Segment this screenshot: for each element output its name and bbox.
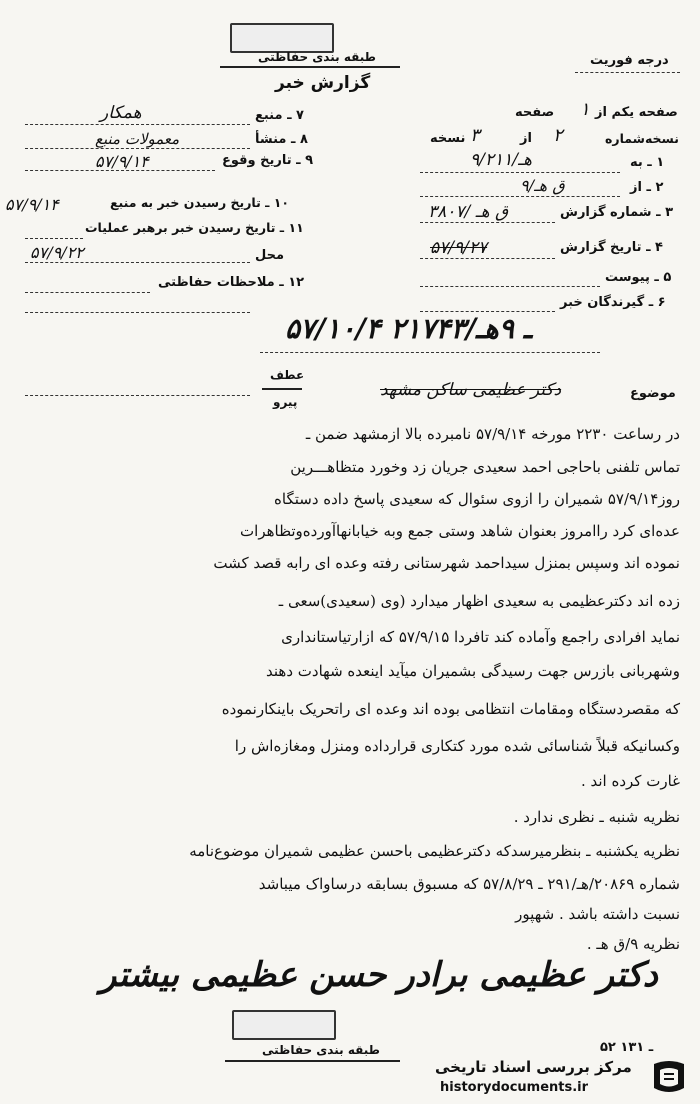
field-7-value: همکار [100, 103, 142, 123]
body-line: نموده اند وسپس بمنزل سیداحمد شهرستانی رفته وعده ای رابه قصد کشت [213, 554, 680, 572]
body-line: عده‌ای کرد راامروز بعنوان شاهد وستی جمع وبه خیابانهاآورده‌وتظاهرات [240, 522, 680, 540]
body-line: که مقصردستگاه ومقامات انتظامی بوده اند وعده ای راتحریک باینکارنموده [221, 700, 680, 718]
body-line: تماس تلفنی باحاجی احمد سعیدی جریان زد وخورد متظاهـــرین [290, 458, 680, 476]
field-10-value: ۵۷/۹/۱۴ [5, 195, 59, 214]
field-r3-label: ۳ ـ شماره گزارش [560, 205, 674, 220]
field-r6-label: ۶ ـ گیرندگان خبر [560, 295, 666, 310]
body-line: نظریه یکشنبه ـ بنظرمیرسدکه دکترعظیمی باحسن عظیمی شمیران موضوع‌نامه [189, 842, 680, 860]
document-title: گزارش خبر [275, 73, 371, 93]
classification-stamp-top [230, 23, 334, 53]
copy-of: از [520, 131, 532, 146]
subject-value: دکتر عظیمی ساکن مشهد [380, 380, 562, 400]
copy-total: ۳ [470, 125, 480, 146]
field-12-label: ۱۲ ـ ملاحظات حفاظتی [158, 275, 305, 290]
archive-name: مرکز بررسی اسناد تاریخی [435, 1058, 632, 1076]
body-line: نسبت داشته باشد . شهپور [515, 905, 680, 923]
reference-number: ۵۷/۱۰/۴ ـ ۹هـ/۲۱۷۴۳ [285, 312, 532, 345]
page-suffix: صفحه [515, 105, 555, 120]
body-line: زده اند دکترعظیمی به سعیدی اظهار میدارد (وی (سعیدی)سعی ـ [278, 592, 680, 610]
field-r2-label: ۲ ـ از [630, 180, 664, 195]
page-label: صفحه یکم از [595, 105, 678, 120]
page-value: ۱ [580, 99, 590, 120]
body-line: وشهربانی بازرس جهت رسیدگی بشمیران میآید اینعده شهادت دهند [266, 662, 680, 680]
subject-label: موضوع [630, 386, 676, 401]
reference-line [260, 352, 600, 353]
field-11-label: ۱۱ ـ تاریخ رسیدن خبر برهبر عملیات [85, 220, 304, 235]
field-r3-line [420, 222, 555, 223]
field-12-line-2 [25, 312, 250, 313]
copy-label: نسخه‌شماره [605, 131, 679, 146]
classification-stamp-bottom [232, 1010, 336, 1040]
atf-divider [262, 388, 302, 390]
field-r4-label: ۴ ـ تاریخ گزارش [560, 240, 663, 255]
copy-value: ۲ [553, 125, 563, 146]
field-8-value: معمولات منبع [95, 130, 180, 148]
body-line: وکسانیکه قبلاً شناسائی شده مورد کتکاری قرارداده ومنزل ومغازه‌اش را [234, 737, 680, 755]
archive-logo-icon [650, 1058, 688, 1098]
field-9-value: ۵۷/۹/۱۴ [95, 152, 149, 171]
field-11-value: ۵۷/۹/۲۲ [30, 243, 84, 262]
archive-url: historydocuments.ir [440, 1080, 589, 1095]
field-r1-value: ۹/هـ/۲۱۱ [470, 150, 532, 170]
field-9-label: ۹ ـ تاریخ وقوع [222, 153, 314, 168]
field-11-line [25, 238, 83, 239]
field-12-line [25, 292, 150, 293]
body-line: نماید افرادی راجمع وآماده کند تافردا ۵۷/۹/۱۵ که ازارتیاستانداری [281, 628, 680, 646]
field-r1-line [420, 172, 620, 173]
subject-line [25, 395, 250, 396]
top-classification-label: طبقه بندی حفاظتی [258, 50, 376, 64]
form-code: ۵۲ ـ ۱۳۱ [600, 1040, 654, 1055]
field-r1-label: ۱ ـ به [630, 155, 665, 170]
body-line: در رساعت ۲۲۳۰ مورخه ۵۷/۹/۱۴ نامبرده بالا ازمشهد ضمن ـ [305, 425, 680, 443]
field-8-label: ۸ ـ منشأ [255, 132, 308, 147]
body-line: روز۵۷/۹/۱۴ شمیران را ازوی سئوال که سعیدی پاسخ داده دستگاه [274, 490, 680, 508]
bottom-classification-label: طبقه بندی حفاظتی [262, 1043, 380, 1057]
field-r2-line [420, 196, 620, 197]
body-line: نظریه شنبه ـ نظری ندارد . [513, 808, 680, 826]
field-8-line [25, 148, 250, 149]
pairo-label: پیرو [273, 395, 298, 409]
field-10-label: ۱۰ ـ تاریخ رسیدن خبر به منبع [110, 195, 290, 210]
field-7-label: ۷ ـ منبع [255, 108, 304, 123]
stamp-underline-bottom [225, 1060, 400, 1062]
place-label: محل [255, 248, 285, 263]
body-line: شماره ۲۰۸۶۹/هـ/۲۹۱ ـ ۵۷/۸/۲۹ که مسبوق بسابقه درساواک میباشد [258, 875, 680, 893]
stamp-underline-top [220, 66, 400, 68]
field-r5-line [420, 286, 600, 287]
copy-suffix: نسخه [430, 131, 466, 146]
field-r3-value: ۳۸۰۷/ ق هـ [428, 202, 509, 222]
place-line [25, 262, 250, 263]
body-line: نظریه ۹/ق هـ . [586, 935, 680, 953]
body-line: غارت کرده اند . [580, 772, 680, 790]
field-r4-line [420, 258, 555, 259]
field-7-line [25, 124, 250, 125]
field-r2-value: ۹/ق هـ [520, 176, 565, 195]
field-r5-label: ۵ ـ پیوست [605, 270, 672, 285]
priority-label: درجه فوریت [590, 53, 669, 68]
field-9-line [25, 170, 215, 171]
field-r4-value: ۵۷/۹/۲۷ [430, 238, 488, 258]
priority-line [575, 72, 680, 73]
handwritten-signature: دکتر عظیمی برادر حسن عظیمی بیشتر [100, 955, 658, 995]
atf-label: عطف [270, 368, 305, 382]
